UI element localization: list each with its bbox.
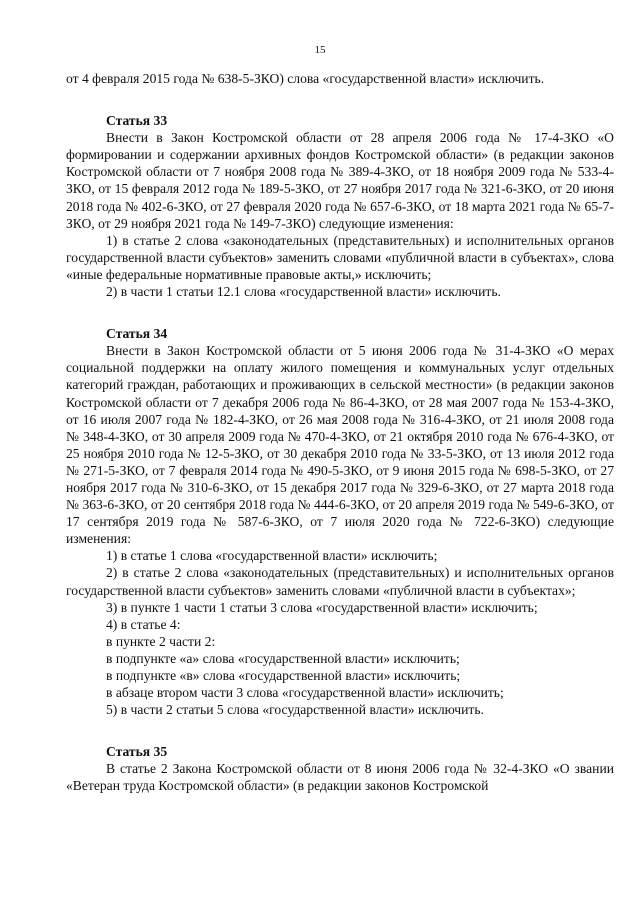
article-33-heading: Статья 33 [106,113,168,129]
article-34-item-4-abzac: в абзаце втором части 3 слова «государственной власти» исключить; [106,685,504,701]
article-34-item-1: 1) в статье 1 слова «государственной власти» исключить; [106,548,438,564]
article-34-item-4-a: в подпункте «а» слова «государственной власти» исключить; [106,650,460,666]
article-34 [66,325,614,718]
article-34-item-5: 5) в части 2 статьи 5 слова «государственной власти» исключить. [106,702,484,718]
article-35 [66,743,614,794]
article-35-body: В статье 2 Закона Костромской области от 8 июня 2006 года № 32-4-ЗКО «О звании «Ветеран труда Костромской области» (в редакции законов Костромской [66,761,614,794]
article-33-body: Внести в Закон Костромской области от 28 апреля 2006 года № 17-4-ЗКО «О формировании и содержании архивных фондов Костромской области» (в редакции законов Костромской области от 7 ноября 2008 года № 389-4-ЗКО, от 18 ноября 2009 года № 533-4-ЗКО, от 15 февраля 2012 года № 189-5-ЗКО, от 27 ноября 2017 года № 321-6-ЗКО, от 20 июня 2018 года № 402-6-ЗКО, от 27 февраля 2020 года № 657-6-ЗКО, от 18 марта 2021 года № 65-7-ЗКО, от 29 ноября 2021 года № 149-7-ЗКО) следующие изменения: [66,130,614,231]
article-34-item-4: 4) в статье 4: [106,616,181,632]
article-34-body: Внести в Закон Костромской области от 5 июня 2006 года № 31-4-ЗКО «О мерах социальной поддержки на оплату жилого помещения и коммунальных услуг отдельных категорий граждан, работающих и проживающих в сельской местности» (в редакции законов Костромской области от 7 декабря 2006 года № 86-4-ЗКО, от 28 мая 2007 года № 153-4-ЗКО, от 16 июля 2007 года № 182-4-ЗКО, от 26 мая 2008 года № 316-4-ЗКО, от 21 июля 2008 года № 348-4-ЗКО, от 30 апреля 2009 года № 470-4-ЗКО, от 21 октября 2010 года № 676-4-ЗКО, от 25 ноября 2010 года № 12-5-ЗКО, от 30 декабря 2010 года № 33-5-ЗКО, от 13 июля 2012 года № 271-5-ЗКО, от 7 февраля 2014 года № 490-5-ЗКО, от 9 июня 2015 года № 698-5-ЗКО, от 27 ноября 2017 года № 310-6-ЗКО, от 15 декабря 2017 года № 329-6-ЗКО, от 27 марта 2018 года № 363-6-ЗКО, от 20 сентября 2018 года № 444-6-ЗКО, от 20 апреля 2019 года № 549-6-ЗКО, от 17 сентября 2019 года № 587-6-ЗКО, от 7 июля 2020 года № 722-6-ЗКО) следующие изменения: [66,343,614,547]
page-number: 15 [314,44,326,56]
article-34-item-4-sub: в пункте 2 части 2: [106,633,216,649]
article-34-item-2: 2) в статье 2 слова «законодательных (представительных) и исполнительных органов государственной власти субъектов» заменить словами «публичной власти в субъектах»; [66,565,614,598]
article-34-item-4-v: в подпункте «в» слова «государственной власти» исключить; [106,668,461,683]
article-33 [66,112,614,300]
article-33-item-2: 2) в части 1 статьи 12.1 слова «государственной власти» исключить. [106,284,501,300]
article-34-item-3: 3) в пункте 1 части 1 статьи 3 слова «государственной власти» исключить; [106,599,538,615]
intro-paragraph: от 4 февраля 2015 года № 638-5-ЗКО) слова «государственной власти» исключить. [66,71,545,86]
article-35-heading: Статья 35 [106,744,168,760]
article-34-heading: Статья 34 [106,326,168,342]
article-33-item-1: 1) в статье 2 слова «законодательных (представительных) и исполнительных органов государственной власти субъектов» заменить словами «публичной власти в субъектах», слова «иные федеральные нормативные правовые акты,» исключить; [66,232,614,282]
document-body [66,70,614,795]
